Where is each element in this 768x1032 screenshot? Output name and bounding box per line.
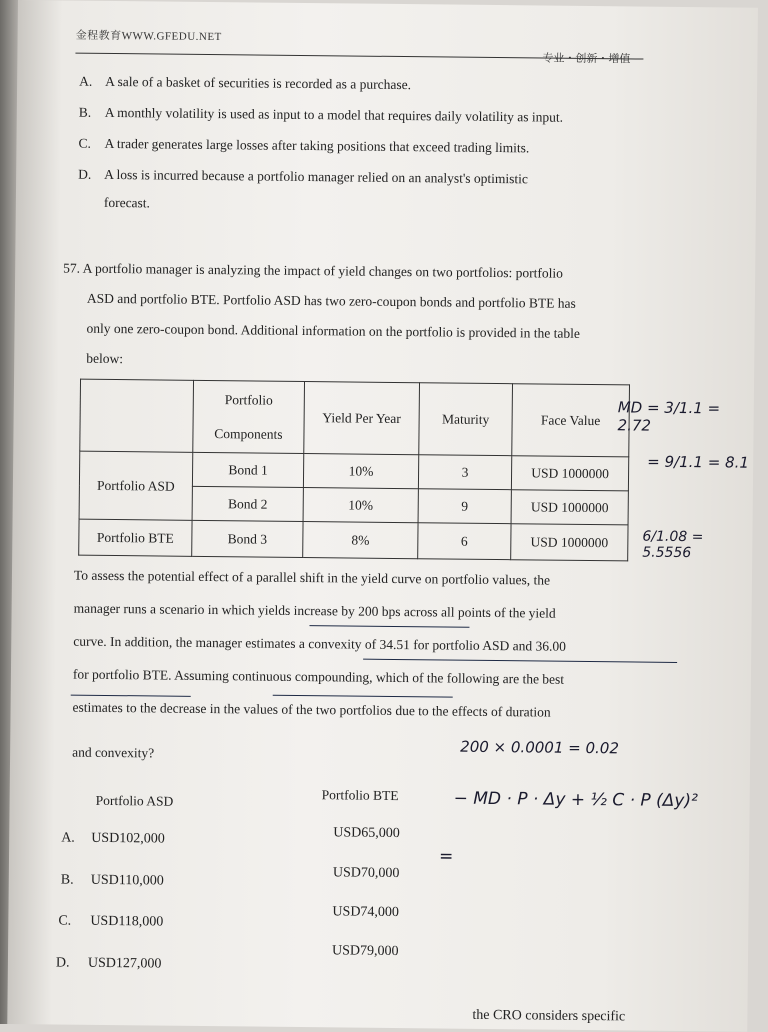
question-57 xyxy=(62,253,663,379)
question-line: ASD and portfolio BTE. Portfolio ASD has two zero-coupon bonds and portfolio BTE has xyxy=(86,290,576,311)
yield-cell: 8% xyxy=(303,522,418,559)
header-face-value: Face Value xyxy=(512,384,630,457)
face-value-cell: USD 1000000 xyxy=(511,490,628,525)
answer-a: A. USD102,000 xyxy=(61,830,165,847)
answer-b-bte: USD70,000 xyxy=(332,865,400,882)
handwritten-equals: = xyxy=(438,846,454,867)
maturity-cell: 3 xyxy=(418,455,511,490)
header-motto: 专业・创新・增值 xyxy=(542,52,631,66)
bond-cell: Bond 2 xyxy=(192,486,303,521)
option-text: A trader generates large losses after taking positions that exceed trading limits. xyxy=(104,135,530,156)
handwritten-md1: MD = 3/1.1 = 2.72 xyxy=(617,398,721,435)
option-text: A sale of a basket of securities is recorded as a purchase. xyxy=(105,73,412,93)
bond-cell: Bond 3 xyxy=(192,520,303,557)
option-letter: C. xyxy=(78,135,91,151)
body-line: To assess the potential effect of a parallel shift in the yield curve on portfolio values, the xyxy=(73,567,551,588)
next-question-snippet: the CRO considers specific xyxy=(472,1007,626,1025)
prev-option-d-continued: forecast. xyxy=(103,194,151,211)
body-line: and convexity? xyxy=(72,744,155,761)
option-text: A loss is incurred because a portfolio manager relied on an analyst's optimistic xyxy=(104,166,529,187)
yield-cell: 10% xyxy=(303,454,418,489)
answer-c: C. USD118,000 xyxy=(58,913,164,930)
answer-a-bte: USD65,000 xyxy=(333,825,400,842)
body-line: curve. In addition, the manager estimates a convexity of 34.51 for portfolio ASD and 36.00 xyxy=(73,633,566,654)
table-corner-cell xyxy=(80,379,194,452)
prev-option-a xyxy=(79,73,411,94)
handwritten-dy: 200 × 0.0001 = 0.02 xyxy=(460,737,620,758)
header-portfolio-components: Portfolio Components xyxy=(193,380,305,453)
maturity-cell: 9 xyxy=(418,489,511,524)
header-yield: Yield Per Year xyxy=(304,382,420,455)
body-line: for portfolio BTE. Assuming continuous compounding, which of the following are the best xyxy=(72,666,565,687)
handwritten-md2: = 9/1.1 = 8.1 xyxy=(647,452,750,472)
option-letter: A. xyxy=(79,73,93,89)
face-value-cell: USD 1000000 xyxy=(511,524,628,561)
answer-d-bte: USD79,000 xyxy=(331,943,399,960)
portfolio-asd-label: Portfolio ASD xyxy=(79,451,193,520)
answer-c-bte: USD74,000 xyxy=(332,904,400,921)
question-line: 57. A portfolio manager is analyzing the impact of yield changes on two portfolios: portfolio xyxy=(63,260,564,281)
handwritten-formula: − MD · P · Δy + ½ C · P (Δy)² xyxy=(453,788,698,812)
table-header-row xyxy=(80,379,630,457)
bond-cell: Bond 1 xyxy=(192,452,303,487)
column-portfolio-bte: Portfolio BTE xyxy=(321,787,399,804)
prev-option-b xyxy=(79,104,563,127)
maturity-cell: 6 xyxy=(418,523,511,560)
site-header: 金程教育WWW.GFEDU.NET xyxy=(75,29,222,44)
question-line: below: xyxy=(86,350,124,367)
header-maturity: Maturity xyxy=(419,383,513,456)
option-text: A monthly volatility is used as input to a model that requires daily volatility as input. xyxy=(104,104,564,125)
option-letter: B. xyxy=(78,104,92,120)
face-value-cell: USD 1000000 xyxy=(511,456,628,491)
prev-option-c xyxy=(78,135,529,158)
portfolio-bte-label: Portfolio BTE xyxy=(79,519,192,556)
table-row xyxy=(79,519,628,561)
table-row xyxy=(79,451,628,491)
body-line: estimates to the decrease in the values of the two portfolios due to the effects of duration xyxy=(72,699,551,720)
answer-b: B. USD110,000 xyxy=(60,872,164,889)
option-letter: D. xyxy=(78,166,92,182)
document-page xyxy=(7,0,758,1032)
body-line: manager runs a scenario in which yields increase by 200 bps across all points of the yield xyxy=(73,600,556,621)
question-number: 57. xyxy=(63,260,81,276)
portfolio-table xyxy=(78,379,630,562)
column-portfolio-asd: Portfolio ASD xyxy=(95,792,174,809)
answer-d: D. USD127,000 xyxy=(55,955,162,972)
question-line: only one zero-coupon bond. Additional information on the portfolio is provided in the table xyxy=(86,320,581,341)
prev-option-d xyxy=(78,166,528,189)
yield-cell: 10% xyxy=(303,488,418,523)
handwritten-md3: 6/1.08 = 5.5556 xyxy=(642,528,704,562)
